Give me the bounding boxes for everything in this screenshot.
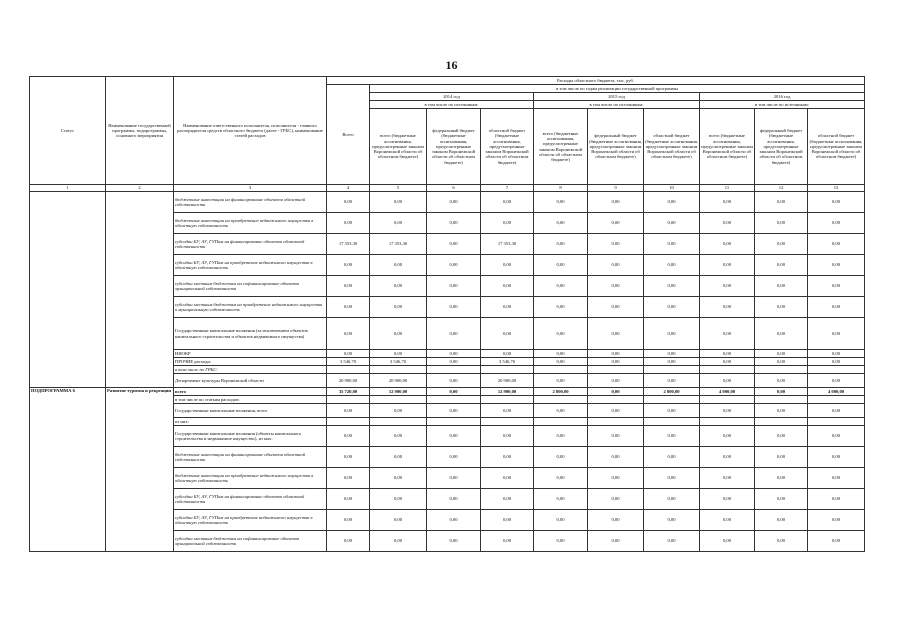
value-cell: 0,00 (755, 447, 808, 468)
value-cell: 0,00 (481, 213, 534, 234)
value-cell: 0,00 (481, 468, 534, 489)
value-cell: 0,00 (808, 531, 865, 552)
status-cell-blank (30, 192, 106, 388)
value-cell: 0,00 (327, 468, 370, 489)
program-cell-blank (106, 192, 174, 388)
value-cell: 0,00 (370, 489, 427, 510)
subprogram-status: ПОДПРОГРАММА 6 (30, 388, 106, 552)
value-cell (427, 366, 481, 374)
value-cell: 0,00 (755, 510, 808, 531)
header-by-years: в том числе по годам реализации государственной программы (370, 85, 865, 93)
header-source-regional: областной бюджет (бюджетные ассигнования, предусмотренные законом Воронежской области об областном бюджете) (808, 109, 865, 185)
value-cell: 0,00 (534, 234, 588, 255)
value-cell (481, 418, 534, 426)
value-cell: 3 546,70 (327, 358, 370, 366)
value-cell: 0,00 (427, 426, 481, 447)
row-label: Государственные капитальные вложения, всего (174, 404, 327, 418)
value-cell: 0,00 (808, 318, 865, 350)
value-cell: 0,00 (427, 297, 481, 318)
value-cell: 20 900,00 (481, 374, 534, 388)
value-cell: 0,00 (481, 531, 534, 552)
value-cell: 0,00 (588, 468, 644, 489)
value-cell: 0,00 (644, 318, 700, 350)
header-status: Статус (30, 77, 106, 185)
header-by-sources-2016: в том числе по источникам: (700, 101, 865, 109)
value-cell (534, 366, 588, 374)
value-cell: 0,00 (427, 213, 481, 234)
value-cell: 17 353,30 (370, 234, 427, 255)
value-cell: 0,00 (588, 358, 644, 366)
value-cell: 0,00 (588, 426, 644, 447)
value-cell: 0,00 (370, 255, 427, 276)
value-cell: 0,00 (481, 404, 534, 418)
header-source-regional: областной бюджет (бюджетные ассигнования, предусмотренные законом Воронежской области об областном бюджете) (481, 109, 534, 185)
value-cell: 0,00 (700, 358, 755, 366)
value-cell: 0,00 (755, 276, 808, 297)
row-label: субсидии БУ, АУ, ГУПам на финансирование объектов областной собственности (174, 489, 327, 510)
value-cell: 0,00 (481, 276, 534, 297)
row-label: из них: (174, 418, 327, 426)
value-cell: 0,00 (588, 350, 644, 358)
value-cell (534, 396, 588, 404)
total-value-cell: 0,00 (427, 388, 481, 396)
value-cell (481, 366, 534, 374)
value-cell (755, 396, 808, 404)
value-cell: 0,00 (327, 276, 370, 297)
value-cell: 0,00 (370, 531, 427, 552)
value-cell: 0,00 (534, 404, 588, 418)
value-cell: 0,00 (644, 255, 700, 276)
value-cell: 0,00 (370, 468, 427, 489)
value-cell: 0,00 (588, 404, 644, 418)
value-cell: 0,00 (427, 510, 481, 531)
header-total: Всего (327, 85, 370, 185)
value-cell: 0,00 (427, 276, 481, 297)
value-cell: 0,00 (534, 276, 588, 297)
value-cell: 0,00 (588, 531, 644, 552)
value-cell: 0,00 (370, 318, 427, 350)
value-cell: 17 353,30 (327, 234, 370, 255)
value-cell: 0,00 (427, 531, 481, 552)
value-cell: 0,00 (588, 510, 644, 531)
value-cell: 0,00 (481, 297, 534, 318)
value-cell (327, 418, 370, 426)
value-cell (755, 366, 808, 374)
header-by-sources-2015: в том числе по источникам: (534, 101, 700, 109)
value-cell (370, 366, 427, 374)
value-cell: 0,00 (700, 255, 755, 276)
value-cell: 20 900,00 (370, 374, 427, 388)
value-cell: 0,00 (427, 468, 481, 489)
value-cell: 0,00 (481, 510, 534, 531)
header-source-federal: федеральный бюджет (бюджетные ассигнования, предусмотренные законом Воронежской области об областном бюджете) (755, 109, 808, 185)
value-cell: 0,00 (534, 510, 588, 531)
value-cell (588, 366, 644, 374)
row-label: субсидии БУ, АУ, ГУПам на приобретение недвижимого имущества в областную собственность (174, 255, 327, 276)
value-cell: 0,00 (327, 531, 370, 552)
column-number: 7 (481, 185, 534, 192)
row-label: в том числе по ГРБС: (174, 366, 327, 374)
value-cell: 0,00 (644, 192, 700, 213)
value-cell: 0,00 (370, 510, 427, 531)
value-cell: 0,00 (644, 489, 700, 510)
value-cell: 0,00 (481, 489, 534, 510)
value-cell: 0,00 (370, 404, 427, 418)
value-cell (327, 366, 370, 374)
column-number: 10 (644, 185, 700, 192)
value-cell: 0,00 (327, 510, 370, 531)
row-label: бюджетные инвестиции на финансирование объектов областной собственности (174, 447, 327, 468)
value-cell: 0,00 (427, 318, 481, 350)
value-cell: 0,00 (644, 358, 700, 366)
column-number: 6 (427, 185, 481, 192)
value-cell: 0,00 (370, 276, 427, 297)
column-number: 9 (588, 185, 644, 192)
value-cell (427, 396, 481, 404)
row-label: в том числе по статьям расходов: (174, 396, 327, 404)
value-cell: 0,00 (808, 297, 865, 318)
value-cell: 0,00 (700, 531, 755, 552)
subprogram-total-row (30, 388, 865, 396)
value-cell: 0,00 (700, 374, 755, 388)
value-cell: 0,00 (644, 374, 700, 388)
value-cell: 0,00 (588, 213, 644, 234)
value-cell: 0,00 (808, 358, 865, 366)
value-cell: 0,00 (327, 350, 370, 358)
value-cell: 0,00 (534, 213, 588, 234)
total-value-cell: 2 800,00 (534, 388, 588, 396)
column-number: 1 (30, 185, 106, 192)
value-cell: 0,00 (370, 213, 427, 234)
header-by-sources-2014: в том числе по источникам: (370, 101, 534, 109)
value-cell: 0,00 (808, 276, 865, 297)
row-label: субсидии БУ, АУ, ГУПам на приобретение недвижимого имущества в областную собственность (174, 510, 327, 531)
value-cell: 0,00 (700, 234, 755, 255)
value-cell: 0,00 (534, 255, 588, 276)
value-cell: 0,00 (808, 234, 865, 255)
total-value-cell: 4 000,00 (808, 388, 865, 396)
value-cell: 0,00 (700, 276, 755, 297)
value-cell (808, 366, 865, 374)
value-cell: 0,00 (755, 234, 808, 255)
value-cell: 0,00 (755, 350, 808, 358)
value-cell: 0,00 (327, 255, 370, 276)
value-cell (808, 418, 865, 426)
value-cell (808, 396, 865, 404)
header-executor: Наименование ответственного исполнителя, исполнителя - главного распорядителя средств областного бюджета (далее - ГРБС), наименование статей расходов (174, 77, 327, 185)
value-cell: 0,00 (427, 404, 481, 418)
value-cell: 0,00 (588, 447, 644, 468)
value-cell: 3 546,70 (481, 358, 534, 366)
value-cell: 0,00 (427, 255, 481, 276)
value-cell: 0,00 (327, 447, 370, 468)
value-cell (588, 396, 644, 404)
value-cell: 0,00 (700, 468, 755, 489)
value-cell: 0,00 (808, 350, 865, 358)
total-value-cell: 0,00 (588, 388, 644, 396)
value-cell: 0,00 (481, 350, 534, 358)
value-cell: 0,00 (808, 213, 865, 234)
header-expenses-title: Расходы областного бюджета, тыс. руб. (327, 77, 865, 85)
value-cell: 0,00 (327, 404, 370, 418)
value-cell: 0,00 (588, 297, 644, 318)
value-cell: 0,00 (481, 255, 534, 276)
header-year-2014: 2014 год (370, 93, 534, 101)
value-cell: 0,00 (644, 468, 700, 489)
value-cell: 0,00 (700, 426, 755, 447)
value-cell: 0,00 (808, 374, 865, 388)
value-cell: 0,00 (534, 374, 588, 388)
value-cell: 0,00 (644, 404, 700, 418)
value-cell: 0,00 (481, 192, 534, 213)
value-cell (427, 418, 481, 426)
row-label: ПРОЧИЕ расходы (174, 358, 327, 366)
value-cell: 0,00 (644, 447, 700, 468)
header-source-total: всего (бюджетные ассигнования, предусмотренные законом Воронежской области об областном бюджете) (700, 109, 755, 185)
value-cell: 0,00 (755, 192, 808, 213)
total-value-cell: 35 720,00 (327, 388, 370, 396)
value-cell: 0,00 (644, 426, 700, 447)
value-cell: 0,00 (755, 404, 808, 418)
page-number: 16 (445, 58, 458, 72)
value-cell (700, 396, 755, 404)
column-number: 11 (700, 185, 755, 192)
value-cell: 0,00 (327, 426, 370, 447)
total-value-cell: 4 000,00 (700, 388, 755, 396)
value-cell: 0,00 (427, 234, 481, 255)
value-cell: 0,00 (808, 426, 865, 447)
header-year-2015: 2015 год (534, 93, 700, 101)
value-cell: 0,00 (370, 192, 427, 213)
value-cell: 0,00 (427, 192, 481, 213)
value-cell (481, 396, 534, 404)
value-cell: 0,00 (327, 297, 370, 318)
value-cell: 0,00 (700, 192, 755, 213)
value-cell: 0,00 (588, 234, 644, 255)
value-cell: 0,00 (427, 374, 481, 388)
value-cell: 0,00 (534, 426, 588, 447)
value-cell (644, 366, 700, 374)
value-cell: 0,00 (534, 531, 588, 552)
value-cell: 0,00 (700, 318, 755, 350)
column-number: 8 (534, 185, 588, 192)
value-cell: 0,00 (808, 447, 865, 468)
column-number: 3 (174, 185, 327, 192)
value-cell: 0,00 (644, 276, 700, 297)
value-cell (327, 396, 370, 404)
value-cell (700, 418, 755, 426)
subprogram-total-label: всего (174, 388, 327, 396)
value-cell (700, 366, 755, 374)
column-number: 2 (106, 185, 174, 192)
value-cell: 0,00 (755, 358, 808, 366)
value-cell: 0,00 (588, 192, 644, 213)
value-cell: 0,00 (808, 192, 865, 213)
value-cell: 0,00 (481, 426, 534, 447)
row-label: субсидии БУ, АУ, ГУПам на финансирование объектов областной собственности (174, 234, 327, 255)
value-cell: 0,00 (370, 426, 427, 447)
value-cell: 0,00 (427, 358, 481, 366)
value-cell: 0,00 (370, 297, 427, 318)
subprogram-name: Развитие туризма и рекреации (106, 388, 174, 552)
value-cell: 0,00 (700, 447, 755, 468)
header-source-federal: федеральный бюджет (бюджетные ассигнования, предусмотренные законом Воронежской области об областном бюджете) (427, 109, 481, 185)
value-cell: 0,00 (534, 358, 588, 366)
value-cell: 0,00 (327, 318, 370, 350)
value-cell: 0,00 (644, 531, 700, 552)
value-cell: 0,00 (700, 350, 755, 358)
row-label: субсидии местным бюджетам на софинансирование объектов муниципальной собственности (174, 276, 327, 297)
value-cell: 20 900,00 (327, 374, 370, 388)
row-label: бюджетные инвестиции на финансирование объектов областной собственности (174, 192, 327, 213)
value-cell: 0,00 (534, 297, 588, 318)
header-source-total: всего (бюджетные ассигнования, предусмотренные законом Воронежской области об областном бюджете) (534, 109, 588, 185)
value-cell: 0,00 (755, 255, 808, 276)
row-label: Государственные капитальные вложения (объекты капитального строительства и недвижимое имущество), из них: (174, 426, 327, 447)
value-cell: 0,00 (534, 318, 588, 350)
value-cell: 17 353,30 (481, 234, 534, 255)
value-cell: 0,00 (644, 213, 700, 234)
value-cell: 0,00 (534, 489, 588, 510)
value-cell: 3 546,70 (370, 358, 427, 366)
value-cell: 0,00 (427, 447, 481, 468)
value-cell: 0,00 (370, 447, 427, 468)
value-cell: 0,00 (327, 213, 370, 234)
value-cell: 0,00 (481, 318, 534, 350)
value-cell (644, 396, 700, 404)
header-source-federal: федеральный бюджет (бюджетные ассигнования, предусмотренные законом Воронежской области об областном бюджете) (588, 109, 644, 185)
value-cell: 0,00 (588, 255, 644, 276)
value-cell: 0,00 (808, 489, 865, 510)
row-label: Департамент культуры Воронежской области (174, 374, 327, 388)
column-number: 12 (755, 185, 808, 192)
value-cell: 0,00 (700, 510, 755, 531)
table-row (30, 192, 865, 213)
value-cell (755, 418, 808, 426)
value-cell: 0,00 (534, 350, 588, 358)
row-label: бюджетные инвестиции на приобретение недвижимого имущества в областную собственность (174, 468, 327, 489)
row-label: Государственные капитальные вложения (за исключением объектов капитального строительства и объектов недвижимого имущества) (174, 318, 327, 350)
value-cell: 0,00 (327, 192, 370, 213)
value-cell: 0,00 (755, 213, 808, 234)
value-cell: 0,00 (427, 489, 481, 510)
value-cell: 0,00 (700, 213, 755, 234)
value-cell: 0,00 (808, 255, 865, 276)
value-cell (588, 418, 644, 426)
row-label: субсидии местным бюджетам на софинансирование объектов муниципальной собственности (174, 531, 327, 552)
header-year-2016: 2016 год (700, 93, 865, 101)
value-cell: 0,00 (755, 297, 808, 318)
value-cell: 0,00 (755, 489, 808, 510)
value-cell: 0,00 (755, 468, 808, 489)
value-cell: 0,00 (588, 489, 644, 510)
total-value-cell: 12 900,00 (481, 388, 534, 396)
row-label: бюджетные инвестиции на приобретение недвижимого имущества в областную собственность (174, 213, 327, 234)
total-value-cell: 0,00 (755, 388, 808, 396)
value-cell: 0,00 (644, 350, 700, 358)
value-cell: 0,00 (427, 350, 481, 358)
value-cell: 0,00 (644, 510, 700, 531)
value-cell: 0,00 (644, 297, 700, 318)
header-source-total: всего (бюджетные ассигнования, предусмотренные законом Воронежской области об областном бюджете) (370, 109, 427, 185)
value-cell: 0,00 (534, 192, 588, 213)
value-cell: 0,00 (755, 531, 808, 552)
value-cell: 0,00 (644, 234, 700, 255)
value-cell: 0,00 (808, 510, 865, 531)
value-cell: 0,00 (588, 374, 644, 388)
value-cell: 0,00 (700, 404, 755, 418)
header-program: Наименование государственной программы, подпрограммы, основного мероприятия (106, 77, 174, 185)
total-value-cell: 12 900,00 (370, 388, 427, 396)
value-cell: 0,00 (755, 318, 808, 350)
column-number: 5 (370, 185, 427, 192)
value-cell (370, 396, 427, 404)
value-cell: 0,00 (755, 426, 808, 447)
value-cell: 0,00 (534, 447, 588, 468)
value-cell: 0,00 (370, 350, 427, 358)
column-number: 13 (808, 185, 865, 192)
value-cell (534, 418, 588, 426)
row-label: НИОКР (174, 350, 327, 358)
row-label: субсидии местным бюджетам на приобретение недвижимого имущества в муниципальную собственность (174, 297, 327, 318)
value-cell: 0,00 (588, 276, 644, 297)
header-source-regional: областной бюджет (бюджетные ассигнования, предусмотренные законом Воронежской области об областном бюджете) (644, 109, 700, 185)
expenses-table (29, 76, 865, 552)
column-number: 4 (327, 185, 370, 192)
value-cell: 0,00 (588, 318, 644, 350)
value-cell: 0,00 (755, 374, 808, 388)
value-cell: 0,00 (808, 468, 865, 489)
value-cell: 0,00 (700, 489, 755, 510)
value-cell: 0,00 (481, 447, 534, 468)
value-cell: 0,00 (327, 489, 370, 510)
total-value-cell: 2 800,00 (644, 388, 700, 396)
value-cell (644, 418, 700, 426)
value-cell (370, 418, 427, 426)
value-cell: 0,00 (534, 468, 588, 489)
value-cell: 0,00 (700, 297, 755, 318)
value-cell: 0,00 (808, 404, 865, 418)
